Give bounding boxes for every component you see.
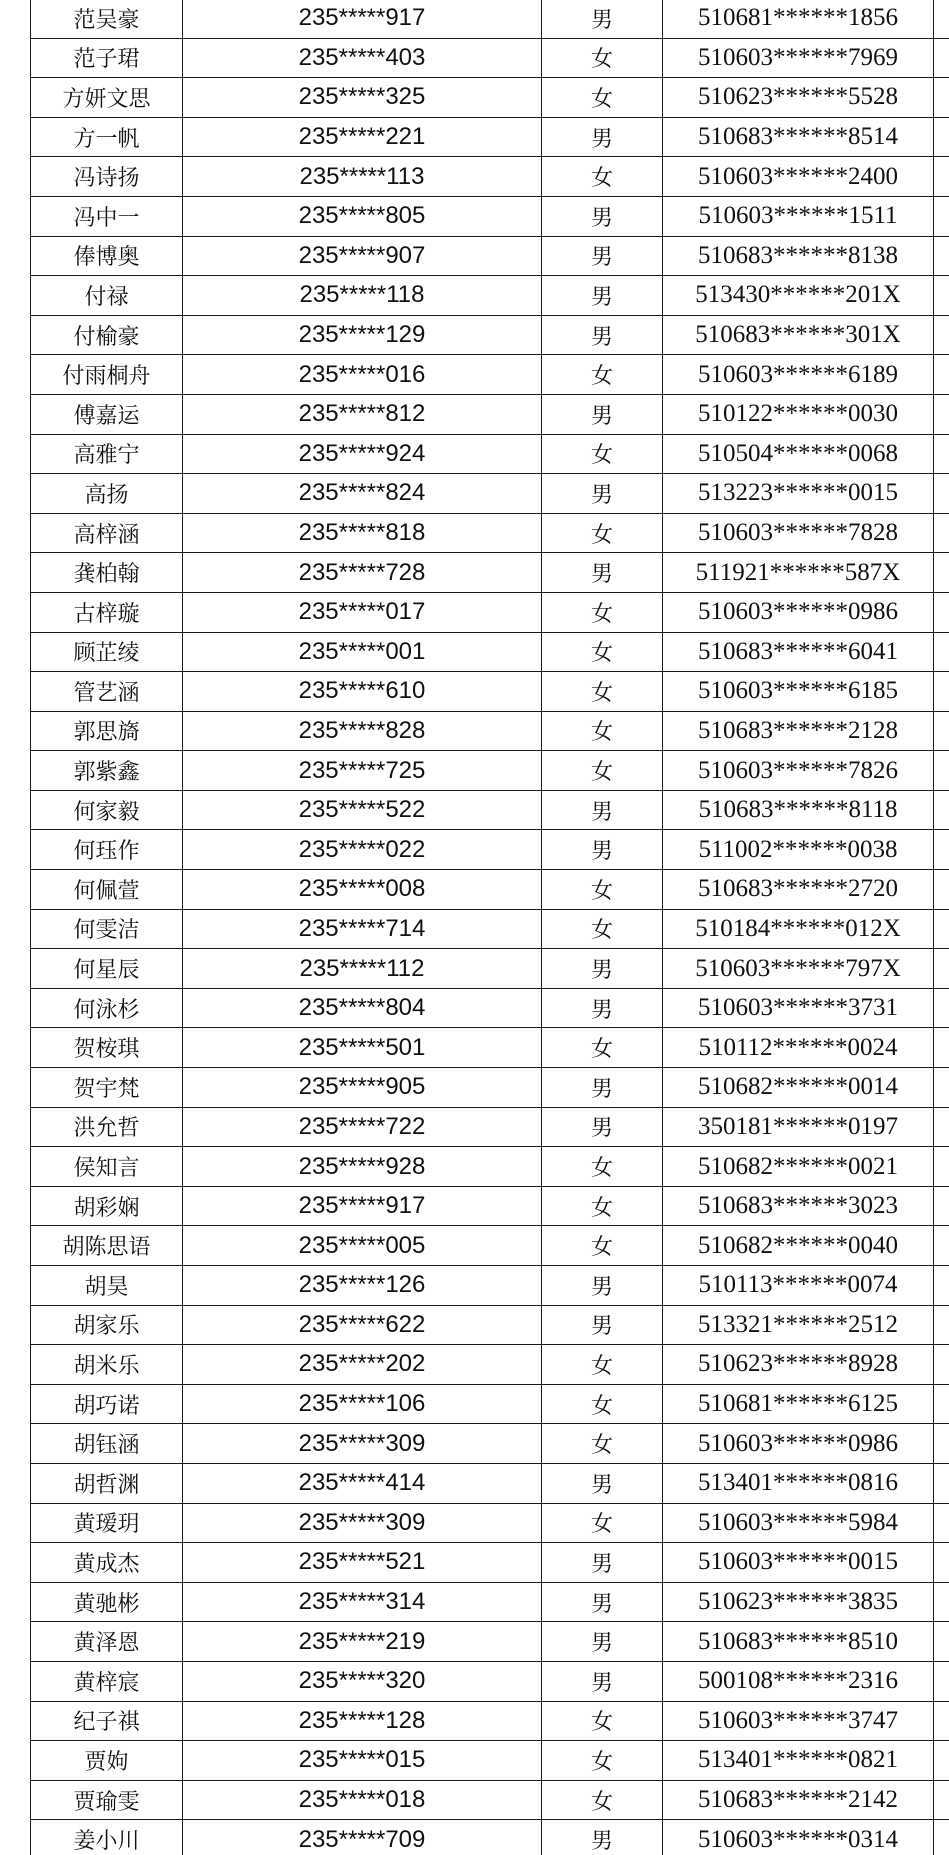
extra-column-cell xyxy=(934,632,949,672)
extra-column-cell xyxy=(934,1463,949,1503)
gender-cell: 女 xyxy=(542,1701,663,1741)
table-row xyxy=(31,236,949,276)
extra-column-cell xyxy=(934,1582,949,1622)
gender-cell: 男 xyxy=(542,949,663,989)
student-id-cell: 235*****129 xyxy=(183,315,542,355)
extra-column-cell xyxy=(934,909,949,949)
id-card-cell: 510603******2400 xyxy=(663,157,934,197)
table-row xyxy=(31,870,949,910)
id-card-cell: 510682******0021 xyxy=(663,1147,934,1187)
extra-column-cell xyxy=(934,117,949,157)
table-row xyxy=(31,1266,949,1306)
id-card-cell: 513321******2512 xyxy=(663,1305,934,1345)
student-name-cell: 郭思旖 xyxy=(31,711,183,751)
table-row xyxy=(31,553,949,593)
student-name-cell: 高雅宁 xyxy=(31,434,183,474)
table-row xyxy=(31,1305,949,1345)
extra-column-cell xyxy=(934,790,949,830)
extra-column-cell xyxy=(934,196,949,236)
gender-cell: 女 xyxy=(542,1147,663,1187)
student-name-cell: 姜小川 xyxy=(31,1820,183,1855)
student-name-cell: 高扬 xyxy=(31,474,183,514)
gender-cell: 男 xyxy=(542,1107,663,1147)
extra-column-cell xyxy=(934,38,949,78)
table-row xyxy=(31,474,949,514)
table-row xyxy=(31,38,949,78)
student-id-cell: 235*****008 xyxy=(183,870,542,910)
id-card-cell: 510184******012X xyxy=(663,909,934,949)
id-card-cell: 510623******8928 xyxy=(663,1345,934,1385)
student-name-cell: 高梓涵 xyxy=(31,513,183,553)
table-row xyxy=(31,1068,949,1108)
student-name-cell: 何家毅 xyxy=(31,790,183,830)
extra-column-cell xyxy=(934,0,949,38)
student-id-cell: 235*****106 xyxy=(183,1384,542,1424)
student-name-cell: 范子珺 xyxy=(31,38,183,78)
gender-cell: 女 xyxy=(542,38,663,78)
id-card-cell: 510681******1856 xyxy=(663,0,934,38)
table-row xyxy=(31,394,949,434)
student-id-cell: 235*****728 xyxy=(183,553,542,593)
id-card-cell: 513430******201X xyxy=(663,276,934,316)
student-name-cell: 顾芷绫 xyxy=(31,632,183,672)
id-card-cell: 510603******0986 xyxy=(663,1424,934,1464)
student-id-cell: 235*****309 xyxy=(183,1503,542,1543)
extra-column-cell xyxy=(934,1068,949,1108)
student-name-cell: 方妍文思 xyxy=(31,78,183,118)
gender-cell: 女 xyxy=(542,711,663,751)
student-id-cell: 235*****118 xyxy=(183,276,542,316)
gender-cell: 男 xyxy=(542,394,663,434)
table-row xyxy=(31,1503,949,1543)
extra-column-cell xyxy=(934,1226,949,1266)
table-row xyxy=(31,1107,949,1147)
student-id-cell: 235*****128 xyxy=(183,1701,542,1741)
table-row xyxy=(31,988,949,1028)
student-name-cell: 付雨桐舟 xyxy=(31,355,183,395)
student-name-cell: 何星辰 xyxy=(31,949,183,989)
id-card-cell: 510683******8118 xyxy=(663,790,934,830)
id-card-cell: 350181******0197 xyxy=(663,1107,934,1147)
student-id-cell: 235*****325 xyxy=(183,78,542,118)
student-name-cell: 侯知言 xyxy=(31,1147,183,1187)
gender-cell: 女 xyxy=(542,592,663,632)
extra-column-cell xyxy=(934,1305,949,1345)
student-id-cell: 235*****622 xyxy=(183,1305,542,1345)
table-row xyxy=(31,711,949,751)
table-row xyxy=(31,1345,949,1385)
table-row xyxy=(31,1463,949,1503)
extra-column-cell xyxy=(934,870,949,910)
id-card-cell: 510603******5984 xyxy=(663,1503,934,1543)
student-name-cell: 黄驰彬 xyxy=(31,1582,183,1622)
student-name-cell: 冯中一 xyxy=(31,196,183,236)
table-row xyxy=(31,276,949,316)
student-name-cell: 胡陈思语 xyxy=(31,1226,183,1266)
table-row xyxy=(31,1661,949,1701)
gender-cell: 男 xyxy=(542,1622,663,1662)
gender-cell: 女 xyxy=(542,78,663,118)
id-card-cell: 510683******2720 xyxy=(663,870,934,910)
table-row xyxy=(31,1028,949,1068)
student-name-cell: 方一帆 xyxy=(31,117,183,157)
gender-cell: 女 xyxy=(542,157,663,197)
id-card-cell: 510623******3835 xyxy=(663,1582,934,1622)
gender-cell: 男 xyxy=(542,276,663,316)
student-id-cell: 235*****202 xyxy=(183,1345,542,1385)
table-row xyxy=(31,830,949,870)
student-name-cell: 胡昊 xyxy=(31,1266,183,1306)
gender-cell: 男 xyxy=(542,474,663,514)
gender-cell: 女 xyxy=(542,672,663,712)
table-row xyxy=(31,790,949,830)
id-card-cell: 510603******0986 xyxy=(663,592,934,632)
id-card-cell: 510603******3747 xyxy=(663,1701,934,1741)
student-id-cell: 235*****501 xyxy=(183,1028,542,1068)
id-card-cell: 500108******2316 xyxy=(663,1661,934,1701)
gender-cell: 男 xyxy=(542,236,663,276)
extra-column-cell xyxy=(934,315,949,355)
student-name-cell: 贾瑜雯 xyxy=(31,1780,183,1820)
id-card-cell: 510683******8138 xyxy=(663,236,934,276)
gender-cell: 男 xyxy=(542,315,663,355)
student-id-cell: 235*****113 xyxy=(183,157,542,197)
table-row xyxy=(31,632,949,672)
table-row xyxy=(31,1147,949,1187)
table-row xyxy=(31,1424,949,1464)
id-card-cell: 510603******3731 xyxy=(663,988,934,1028)
student-name-cell: 胡家乐 xyxy=(31,1305,183,1345)
student-name-cell: 古梓璇 xyxy=(31,592,183,632)
extra-column-cell xyxy=(934,236,949,276)
id-card-cell: 510623******5528 xyxy=(663,78,934,118)
extra-column-cell xyxy=(934,1147,949,1187)
extra-column-cell xyxy=(934,830,949,870)
gender-cell: 男 xyxy=(542,790,663,830)
student-id-cell: 235*****824 xyxy=(183,474,542,514)
student-name-cell: 胡彩娴 xyxy=(31,1186,183,1226)
student-name-cell: 黄瑷玥 xyxy=(31,1503,183,1543)
student-id-cell: 235*****403 xyxy=(183,38,542,78)
gender-cell: 男 xyxy=(542,1582,663,1622)
extra-column-cell xyxy=(934,434,949,474)
student-name-cell: 贾姁 xyxy=(31,1741,183,1781)
extra-column-cell xyxy=(934,1345,949,1385)
gender-cell: 男 xyxy=(542,1305,663,1345)
table-row xyxy=(31,117,949,157)
extra-column-cell xyxy=(934,751,949,791)
id-card-cell: 510603******6189 xyxy=(663,355,934,395)
table-row xyxy=(31,513,949,553)
student-id-cell: 235*****018 xyxy=(183,1780,542,1820)
id-card-cell: 510683******301X xyxy=(663,315,934,355)
id-card-cell: 510603******1511 xyxy=(663,196,934,236)
student-name-cell: 贺宇梵 xyxy=(31,1068,183,1108)
table-row xyxy=(31,1820,949,1855)
extra-column-cell xyxy=(934,1701,949,1741)
student-roster-table xyxy=(30,0,949,1855)
extra-column-cell xyxy=(934,513,949,553)
gender-cell: 男 xyxy=(542,553,663,593)
id-card-cell: 510683******3023 xyxy=(663,1186,934,1226)
extra-column-cell xyxy=(934,394,949,434)
gender-cell: 女 xyxy=(542,1384,663,1424)
table-row xyxy=(31,751,949,791)
id-card-cell: 510504******0068 xyxy=(663,434,934,474)
id-card-cell: 510603******7969 xyxy=(663,38,934,78)
extra-column-cell xyxy=(934,78,949,118)
gender-cell: 女 xyxy=(542,1503,663,1543)
student-id-cell: 235*****722 xyxy=(183,1107,542,1147)
student-name-cell: 付榆豪 xyxy=(31,315,183,355)
table-row xyxy=(31,672,949,712)
gender-cell: 女 xyxy=(542,909,663,949)
student-name-cell: 黄成杰 xyxy=(31,1543,183,1583)
student-id-cell: 235*****907 xyxy=(183,236,542,276)
student-name-cell: 郭紫鑫 xyxy=(31,751,183,791)
student-name-cell: 傅嘉运 xyxy=(31,394,183,434)
student-id-cell: 235*****804 xyxy=(183,988,542,1028)
gender-cell: 女 xyxy=(542,1345,663,1385)
id-card-cell: 511002******0038 xyxy=(663,830,934,870)
extra-column-cell xyxy=(934,157,949,197)
student-id-cell: 235*****126 xyxy=(183,1266,542,1306)
extra-column-cell xyxy=(934,1741,949,1781)
student-id-cell: 235*****610 xyxy=(183,672,542,712)
student-id-cell: 235*****219 xyxy=(183,1622,542,1662)
id-card-cell: 513223******0015 xyxy=(663,474,934,514)
table-row xyxy=(31,1186,949,1226)
student-id-cell: 235*****917 xyxy=(183,0,542,38)
student-id-cell: 235*****924 xyxy=(183,434,542,474)
table-row xyxy=(31,1226,949,1266)
student-id-cell: 235*****320 xyxy=(183,1661,542,1701)
student-name-cell: 冯诗扬 xyxy=(31,157,183,197)
id-card-cell: 510122******0030 xyxy=(663,394,934,434)
extra-column-cell xyxy=(934,1503,949,1543)
table-row xyxy=(31,1543,949,1583)
student-id-cell: 235*****015 xyxy=(183,1741,542,1781)
extra-column-cell xyxy=(934,1186,949,1226)
table-row xyxy=(31,1780,949,1820)
extra-column-cell xyxy=(934,1266,949,1306)
student-id-cell: 235*****521 xyxy=(183,1543,542,1583)
student-id-cell: 235*****725 xyxy=(183,751,542,791)
student-id-cell: 235*****005 xyxy=(183,1226,542,1266)
id-card-cell: 513401******0816 xyxy=(663,1463,934,1503)
extra-column-cell xyxy=(934,711,949,751)
extra-column-cell xyxy=(934,1820,949,1855)
id-card-cell: 510603******7826 xyxy=(663,751,934,791)
id-card-cell: 510681******6125 xyxy=(663,1384,934,1424)
id-card-cell: 510683******8514 xyxy=(663,117,934,157)
gender-cell: 女 xyxy=(542,434,663,474)
gender-cell: 男 xyxy=(542,830,663,870)
id-card-cell: 510603******6185 xyxy=(663,672,934,712)
student-id-cell: 235*****314 xyxy=(183,1582,542,1622)
extra-column-cell xyxy=(934,1424,949,1464)
gender-cell: 女 xyxy=(542,1186,663,1226)
table-row xyxy=(31,1741,949,1781)
student-id-cell: 235*****714 xyxy=(183,909,542,949)
extra-column-cell xyxy=(934,988,949,1028)
table-row xyxy=(31,157,949,197)
gender-cell: 女 xyxy=(542,751,663,791)
student-name-cell: 俸博奥 xyxy=(31,236,183,276)
id-card-cell: 510682******0040 xyxy=(663,1226,934,1266)
student-name-cell: 管艺涵 xyxy=(31,672,183,712)
gender-cell: 男 xyxy=(542,1820,663,1855)
gender-cell: 女 xyxy=(542,1780,663,1820)
id-card-cell: 510682******0014 xyxy=(663,1068,934,1108)
student-id-cell: 235*****928 xyxy=(183,1147,542,1187)
id-card-cell: 511921******587X xyxy=(663,553,934,593)
extra-column-cell xyxy=(934,1543,949,1583)
student-name-cell: 何珏作 xyxy=(31,830,183,870)
student-name-cell: 龚柏翰 xyxy=(31,553,183,593)
gender-cell: 男 xyxy=(542,988,663,1028)
student-id-cell: 235*****812 xyxy=(183,394,542,434)
table-row xyxy=(31,434,949,474)
gender-cell: 男 xyxy=(542,1543,663,1583)
extra-column-cell xyxy=(934,672,949,712)
table-row xyxy=(31,949,949,989)
gender-cell: 女 xyxy=(542,1741,663,1781)
id-card-cell: 513401******0821 xyxy=(663,1741,934,1781)
student-id-cell: 235*****917 xyxy=(183,1186,542,1226)
extra-column-cell xyxy=(934,355,949,395)
id-card-cell: 510683******2142 xyxy=(663,1780,934,1820)
id-card-cell: 510112******0024 xyxy=(663,1028,934,1068)
student-id-cell: 235*****016 xyxy=(183,355,542,395)
table-row xyxy=(31,592,949,632)
gender-cell: 女 xyxy=(542,1226,663,1266)
extra-column-cell xyxy=(934,1107,949,1147)
id-card-cell: 510603******7828 xyxy=(663,513,934,553)
student-id-cell: 235*****112 xyxy=(183,949,542,989)
id-card-cell: 510113******0074 xyxy=(663,1266,934,1306)
gender-cell: 男 xyxy=(542,1266,663,1306)
table-row xyxy=(31,1701,949,1741)
roster-table-body xyxy=(31,0,949,1855)
extra-column-cell xyxy=(934,276,949,316)
gender-cell: 男 xyxy=(542,1463,663,1503)
extra-column-cell xyxy=(934,474,949,514)
extra-column-cell xyxy=(934,1028,949,1068)
extra-column-cell xyxy=(934,949,949,989)
student-name-cell: 胡米乐 xyxy=(31,1345,183,1385)
student-name-cell: 胡巧诺 xyxy=(31,1384,183,1424)
table-row xyxy=(31,315,949,355)
student-id-cell: 235*****414 xyxy=(183,1463,542,1503)
student-id-cell: 235*****805 xyxy=(183,196,542,236)
table-row xyxy=(31,196,949,236)
gender-cell: 男 xyxy=(542,1661,663,1701)
gender-cell: 男 xyxy=(542,196,663,236)
student-id-cell: 235*****828 xyxy=(183,711,542,751)
table-row xyxy=(31,355,949,395)
id-card-cell: 510683******6041 xyxy=(663,632,934,672)
table-row xyxy=(31,1384,949,1424)
student-id-cell: 235*****709 xyxy=(183,1820,542,1855)
id-card-cell: 510683******2128 xyxy=(663,711,934,751)
table-row xyxy=(31,0,949,38)
extra-column-cell xyxy=(934,1384,949,1424)
student-name-cell: 胡哲渊 xyxy=(31,1463,183,1503)
student-name-cell: 黄梓宸 xyxy=(31,1661,183,1701)
gender-cell: 女 xyxy=(542,513,663,553)
student-id-cell: 235*****221 xyxy=(183,117,542,157)
extra-column-cell xyxy=(934,1780,949,1820)
gender-cell: 男 xyxy=(542,1068,663,1108)
student-id-cell: 235*****818 xyxy=(183,513,542,553)
table-row xyxy=(31,1582,949,1622)
gender-cell: 女 xyxy=(542,870,663,910)
gender-cell: 男 xyxy=(542,117,663,157)
gender-cell: 男 xyxy=(542,0,663,38)
student-id-cell: 235*****022 xyxy=(183,830,542,870)
id-card-cell: 510603******0015 xyxy=(663,1543,934,1583)
student-name-cell: 洪允哲 xyxy=(31,1107,183,1147)
extra-column-cell xyxy=(934,1661,949,1701)
id-card-cell: 510683******8510 xyxy=(663,1622,934,1662)
student-name-cell: 范吴豪 xyxy=(31,0,183,38)
student-name-cell: 纪子祺 xyxy=(31,1701,183,1741)
student-name-cell: 何泳杉 xyxy=(31,988,183,1028)
student-name-cell: 付禄 xyxy=(31,276,183,316)
gender-cell: 女 xyxy=(542,1028,663,1068)
extra-column-cell xyxy=(934,553,949,593)
student-id-cell: 235*****905 xyxy=(183,1068,542,1108)
student-id-cell: 235*****309 xyxy=(183,1424,542,1464)
table-row xyxy=(31,78,949,118)
gender-cell: 女 xyxy=(542,355,663,395)
extra-column-cell xyxy=(934,592,949,632)
student-name-cell: 何佩萱 xyxy=(31,870,183,910)
student-name-cell: 贺桉琪 xyxy=(31,1028,183,1068)
table-row xyxy=(31,1622,949,1662)
student-name-cell: 何雯洁 xyxy=(31,909,183,949)
table-row xyxy=(31,909,949,949)
extra-column-cell xyxy=(934,1622,949,1662)
student-id-cell: 235*****001 xyxy=(183,632,542,672)
student-name-cell: 胡钰涵 xyxy=(31,1424,183,1464)
student-name-cell: 黄泽恩 xyxy=(31,1622,183,1662)
gender-cell: 女 xyxy=(542,632,663,672)
id-card-cell: 510603******0314 xyxy=(663,1820,934,1855)
id-card-cell: 510603******797X xyxy=(663,949,934,989)
student-id-cell: 235*****017 xyxy=(183,592,542,632)
student-id-cell: 235*****522 xyxy=(183,790,542,830)
gender-cell: 女 xyxy=(542,1424,663,1464)
